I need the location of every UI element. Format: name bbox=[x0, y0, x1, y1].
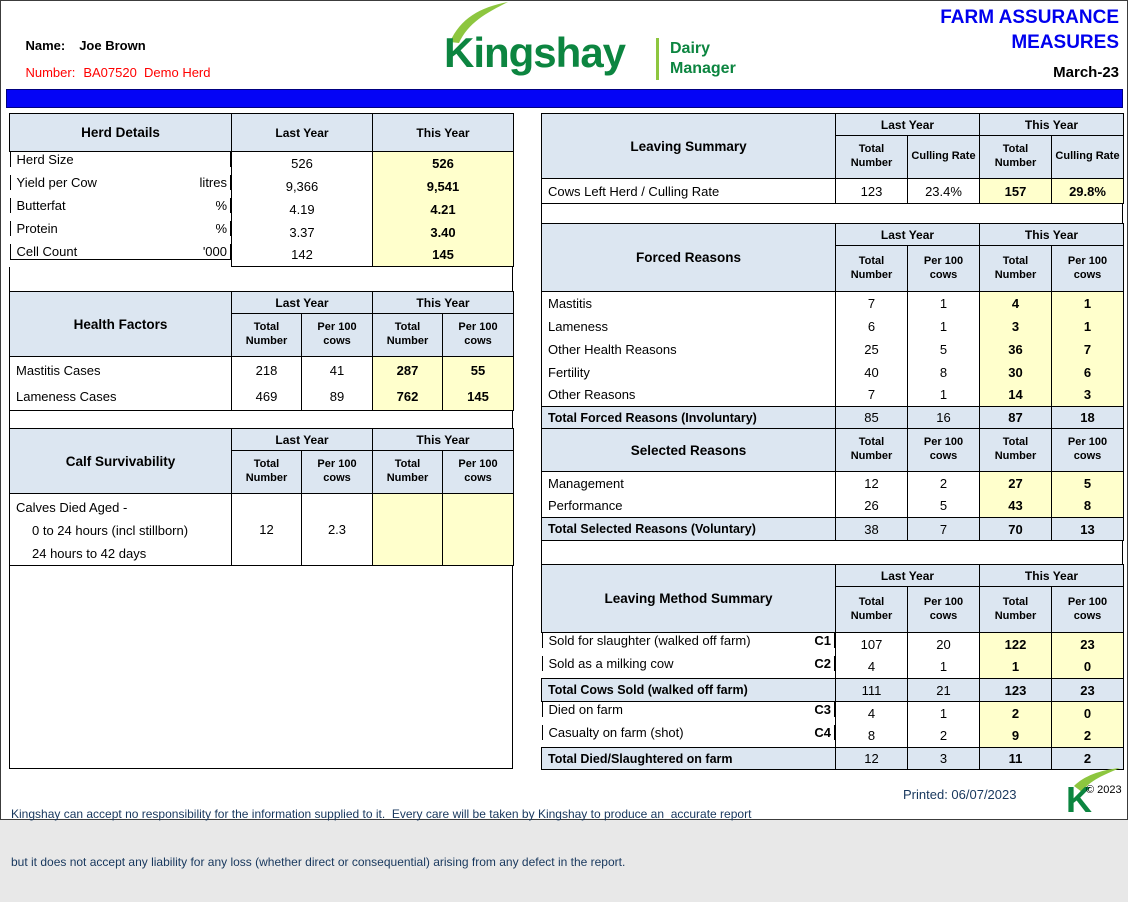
cell-ty-total: 1 bbox=[980, 656, 1052, 679]
cell-ly-per100: 2 bbox=[908, 725, 980, 748]
cell-ly-per100: 2 bbox=[908, 472, 980, 495]
cell-ty-per100: 6 bbox=[1052, 361, 1124, 384]
table-row bbox=[542, 292, 1124, 315]
col-last-year: Last Year bbox=[836, 114, 980, 136]
section-title: Leaving Method Summary bbox=[542, 565, 836, 633]
leaving-summary-table bbox=[541, 113, 1124, 204]
col-culling-rate: Culling Rate bbox=[1052, 136, 1124, 179]
col-this-year: This Year bbox=[980, 565, 1124, 587]
table-row bbox=[542, 179, 1124, 204]
cell-ly-total: 12 bbox=[232, 494, 302, 566]
row-label: Calves Died Aged - bbox=[16, 500, 128, 515]
cell-ly-per100: 3 bbox=[908, 748, 980, 770]
col-last-year: Last Year bbox=[836, 565, 980, 587]
row-label: 0 to 24 hours (incl stillborn) bbox=[32, 523, 189, 538]
table-row bbox=[10, 152, 514, 175]
col-last-year: Last Year bbox=[836, 224, 980, 246]
table-header-row bbox=[542, 114, 1124, 136]
cell-ty-total: 4 bbox=[980, 292, 1052, 315]
cell-ly-per100: 1 bbox=[908, 292, 980, 315]
table-row bbox=[10, 175, 514, 198]
cell-ty-total: 14 bbox=[980, 384, 1052, 407]
col-this-year: This Year bbox=[373, 114, 514, 152]
table-row bbox=[542, 633, 1124, 656]
cell-ly-total: 25 bbox=[836, 338, 908, 361]
cell-ly-per100: 2.3 bbox=[302, 494, 373, 566]
right-column-frame bbox=[541, 113, 1123, 770]
brand-product-line1: Dairy bbox=[670, 40, 711, 57]
number-label: Number: bbox=[25, 65, 76, 80]
brand-divider bbox=[656, 38, 659, 80]
cell-ly-per100: 1 bbox=[908, 315, 980, 338]
table-row bbox=[542, 725, 1124, 748]
cell-ly-per100: 1 bbox=[908, 384, 980, 407]
table-header-row bbox=[10, 114, 514, 152]
col-total-number: Total Number bbox=[980, 429, 1052, 472]
cell-ty-total: 122 bbox=[980, 633, 1052, 656]
cell-ty-total: 9 bbox=[980, 725, 1052, 748]
row-label: Mastitis bbox=[542, 292, 836, 315]
cell-ly-per100: 20 bbox=[908, 633, 980, 656]
cell-ty-total: 2 bbox=[980, 702, 1052, 725]
cell-last-year: 4.19 bbox=[232, 198, 373, 221]
row-label: Performance bbox=[542, 495, 836, 518]
row-code: C1 bbox=[814, 633, 831, 648]
cell-ty-per100: 55 bbox=[443, 357, 514, 384]
cell-ty-per100: 2 bbox=[1052, 725, 1124, 748]
cell-ty-per100: 1 bbox=[1052, 292, 1124, 315]
col-this-year: This Year bbox=[980, 114, 1124, 136]
col-per-100-cows: Per 100 cows bbox=[1052, 246, 1124, 292]
cell-ly-per100: 1 bbox=[908, 702, 980, 725]
cell-ty-rate: 29.8% bbox=[1052, 179, 1124, 204]
row-label: Management bbox=[542, 472, 836, 495]
cell-ty-total bbox=[373, 494, 443, 566]
cell-this-year: 9,541 bbox=[373, 175, 514, 198]
cell-ty-total: 762 bbox=[373, 384, 443, 411]
col-total-number: Total Number bbox=[836, 136, 908, 179]
cell-ty-per100: 145 bbox=[443, 384, 514, 411]
cell-ly-total: 4 bbox=[836, 702, 908, 725]
row-label: Other Health Reasons bbox=[542, 338, 836, 361]
printed-date: Printed: 06/07/2023 bbox=[903, 787, 1017, 802]
cell-ty-per100: 5 bbox=[1052, 472, 1124, 495]
table-row bbox=[542, 472, 1124, 495]
disclaimer-line1: Kingshay can accept no responsibility for the information supplied to it. Every care will be taken by Kingshay to produce an accurate report bbox=[11, 807, 752, 821]
col-per-100-cows: Per 100 cows bbox=[443, 451, 514, 494]
col-total-number: Total Number bbox=[980, 136, 1052, 179]
cell-ty-total: 27 bbox=[980, 472, 1052, 495]
table-header-row bbox=[542, 429, 1124, 472]
col-per-100-cows: Per 100 cows bbox=[1052, 429, 1124, 472]
total-label: Total Selected Reasons (Voluntary) bbox=[542, 518, 836, 541]
number-value: BA07520 Demo Herd bbox=[83, 65, 211, 80]
col-culling-rate: Culling Rate bbox=[908, 136, 980, 179]
table-row bbox=[10, 384, 514, 411]
cell-ty-per100: 2 bbox=[1052, 748, 1124, 770]
calf-survivability-table bbox=[9, 428, 514, 566]
table-row bbox=[10, 198, 514, 221]
table-total-row bbox=[542, 748, 1124, 770]
cell-ty-total: 70 bbox=[980, 518, 1052, 541]
row-unit: '000 bbox=[202, 243, 227, 259]
cell-ly-total: 469 bbox=[232, 384, 302, 411]
cell-ly-total: 12 bbox=[836, 748, 908, 770]
cell-ty-total: 123 bbox=[980, 679, 1052, 702]
cell-ly-total: 38 bbox=[836, 518, 908, 541]
col-this-year: This Year bbox=[980, 224, 1124, 246]
name-value: Joe Brown bbox=[79, 38, 146, 53]
cell-ty-per100: 3 bbox=[1052, 384, 1124, 407]
col-per-100-cows: Per 100 cows bbox=[1052, 587, 1124, 633]
table-row bbox=[10, 244, 514, 267]
row-label: Cows Left Herd / Culling Rate bbox=[542, 179, 836, 204]
cell-ly-total: 6 bbox=[836, 315, 908, 338]
row-label: Casualty on farm (shot) bbox=[548, 724, 684, 740]
row-label: Sold for slaughter (walked off farm) bbox=[548, 633, 751, 648]
cell-this-year: 145 bbox=[373, 244, 514, 267]
cell-ty-total: 287 bbox=[373, 357, 443, 384]
section-title: Forced Reasons bbox=[542, 224, 836, 292]
report-date: March-23 bbox=[1053, 64, 1119, 81]
row-code: C3 bbox=[814, 702, 831, 717]
cell-ty-total: 157 bbox=[980, 179, 1052, 204]
cell-ty-per100: 0 bbox=[1052, 656, 1124, 679]
col-last-year: Last Year bbox=[232, 114, 373, 152]
row-label: Other Reasons bbox=[542, 384, 836, 407]
forced-selected-reasons-table bbox=[541, 223, 1124, 541]
cell-ty-total: 43 bbox=[980, 495, 1052, 518]
cell-ly-per100: 1 bbox=[908, 656, 980, 679]
row-label: Died on farm bbox=[548, 702, 623, 717]
row-unit: % bbox=[215, 197, 227, 213]
col-per-100-cows: Per 100 cows bbox=[908, 587, 980, 633]
brand-product-name bbox=[670, 39, 736, 79]
col-per-100-cows: Per 100 cows bbox=[908, 429, 980, 472]
row-label: 24 hours to 42 days bbox=[32, 546, 147, 561]
cell-ly-rate: 23.4% bbox=[908, 179, 980, 204]
cell-ly-total: 111 bbox=[836, 679, 908, 702]
table-row bbox=[542, 702, 1124, 725]
row-code: C2 bbox=[814, 655, 831, 671]
table-row bbox=[542, 656, 1124, 679]
cell-ty-per100 bbox=[443, 494, 514, 566]
report-title-line2: MEASURES bbox=[1011, 32, 1119, 53]
row-unit: % bbox=[215, 220, 227, 236]
cell-ly-total: 26 bbox=[836, 495, 908, 518]
table-total-row bbox=[542, 407, 1124, 429]
cell-ly-total: 123 bbox=[836, 179, 908, 204]
cell-ly-per100: 89 bbox=[302, 384, 373, 411]
row-label: Herd Size bbox=[16, 152, 74, 167]
cell-ly-per100: 41 bbox=[302, 357, 373, 384]
row-label: Lameness Cases bbox=[10, 384, 232, 411]
col-total-number: Total Number bbox=[980, 246, 1052, 292]
col-this-year: This Year bbox=[373, 429, 514, 451]
row-unit: litres bbox=[199, 174, 227, 190]
cell-ty-per100: 23 bbox=[1052, 633, 1124, 656]
table-header-row bbox=[10, 429, 514, 451]
cell-ly-total: 85 bbox=[836, 407, 908, 429]
cell-this-year: 526 bbox=[373, 152, 514, 175]
cell-ly-per100: 5 bbox=[908, 338, 980, 361]
table-header-row bbox=[542, 565, 1124, 587]
total-label: Total Forced Reasons (Involuntary) bbox=[542, 407, 836, 429]
col-total-number: Total Number bbox=[836, 429, 908, 472]
cell-ty-total: 36 bbox=[980, 338, 1052, 361]
svg-text:K: K bbox=[1066, 779, 1092, 820]
table-row bbox=[542, 384, 1124, 407]
col-last-year: Last Year bbox=[232, 429, 373, 451]
divider-bar bbox=[6, 89, 1123, 108]
kingshay-k-logo bbox=[1064, 768, 1126, 818]
cell-last-year: 526 bbox=[232, 152, 373, 175]
col-total-number: Total Number bbox=[836, 246, 908, 292]
report-title-block bbox=[940, 5, 1119, 81]
cell-ty-total: 3 bbox=[980, 315, 1052, 338]
cell-ty-total: 30 bbox=[980, 361, 1052, 384]
col-per-100-cows: Per 100 cows bbox=[443, 314, 514, 357]
table-total-row bbox=[542, 518, 1124, 541]
table-total-row bbox=[542, 679, 1124, 702]
table-row bbox=[10, 221, 514, 244]
cell-ly-per100: 8 bbox=[908, 361, 980, 384]
row-label: Protein bbox=[16, 220, 58, 236]
table-row bbox=[542, 495, 1124, 518]
section-title: Calf Survivability bbox=[10, 429, 232, 494]
col-total-number: Total Number bbox=[373, 451, 443, 494]
cell-last-year: 3.37 bbox=[232, 221, 373, 244]
total-label: Total Cows Sold (walked off farm) bbox=[542, 679, 836, 702]
table-row bbox=[10, 494, 514, 566]
cell-ly-per100: 16 bbox=[908, 407, 980, 429]
cell-ly-total: 7 bbox=[836, 292, 908, 315]
cell-ty-total: 11 bbox=[980, 748, 1052, 770]
cell-ly-total: 8 bbox=[836, 725, 908, 748]
copyright-text: © 2023 bbox=[1086, 784, 1122, 796]
col-per-100-cows: Per 100 cows bbox=[908, 246, 980, 292]
cell-ly-per100: 7 bbox=[908, 518, 980, 541]
cell-ly-per100: 21 bbox=[908, 679, 980, 702]
disclaimer-text bbox=[11, 774, 751, 902]
cell-last-year: 9,366 bbox=[232, 175, 373, 198]
row-label: Sold as a milking cow bbox=[548, 655, 674, 671]
leaving-method-summary-table bbox=[541, 564, 1124, 770]
row-label: Mastitis Cases bbox=[10, 357, 232, 384]
col-total-number: Total Number bbox=[836, 587, 908, 633]
col-per-100-cows: Per 100 cows bbox=[302, 451, 373, 494]
health-factors-table bbox=[9, 291, 514, 411]
brand-logo bbox=[444, 7, 744, 87]
cell-ly-total: 12 bbox=[836, 472, 908, 495]
cell-ly-total: 107 bbox=[836, 633, 908, 656]
col-total-number: Total Number bbox=[373, 314, 443, 357]
row-label: Butterfat bbox=[16, 197, 66, 213]
table-row bbox=[542, 338, 1124, 361]
table-row bbox=[542, 361, 1124, 384]
total-label: Total Died/Slaughtered on farm bbox=[542, 748, 836, 770]
col-last-year: Last Year bbox=[232, 292, 373, 314]
cell-ty-per100: 13 bbox=[1052, 518, 1124, 541]
row-label: Cell Count bbox=[16, 243, 78, 259]
cell-this-year: 3.40 bbox=[373, 221, 514, 244]
col-total-number: Total Number bbox=[232, 451, 302, 494]
herd-details-table bbox=[9, 113, 514, 267]
report-title-line1: FARM ASSURANCE bbox=[940, 7, 1119, 28]
row-label: Yield per Cow bbox=[16, 174, 97, 190]
cell-ly-total: 40 bbox=[836, 361, 908, 384]
cell-ty-per100: 1 bbox=[1052, 315, 1124, 338]
row-label: Fertility bbox=[542, 361, 836, 384]
cell-ly-per100: 5 bbox=[908, 495, 980, 518]
section-title: Selected Reasons bbox=[542, 429, 836, 472]
cell-ty-per100: 7 bbox=[1052, 338, 1124, 361]
section-title: Health Factors bbox=[10, 292, 232, 357]
disclaimer-line2: but it does not accept any liability for any loss (whether direct or consequential) arising from any defect in the report. bbox=[11, 855, 626, 869]
row-code: C4 bbox=[814, 724, 831, 740]
cell-this-year: 4.21 bbox=[373, 198, 514, 221]
brand-wordmark: Kingshay bbox=[444, 29, 626, 76]
col-total-number: Total Number bbox=[980, 587, 1052, 633]
cell-last-year: 142 bbox=[232, 244, 373, 267]
table-header-row bbox=[10, 292, 514, 314]
cell-ly-total: 4 bbox=[836, 656, 908, 679]
cell-ty-per100: 8 bbox=[1052, 495, 1124, 518]
table-row bbox=[10, 357, 514, 384]
cell-ly-total: 218 bbox=[232, 357, 302, 384]
row-label: Lameness bbox=[542, 315, 836, 338]
cell-ty-per100: 0 bbox=[1052, 702, 1124, 725]
cell-ty-per100: 18 bbox=[1052, 407, 1124, 429]
cell-ty-total: 87 bbox=[980, 407, 1052, 429]
table-row bbox=[542, 315, 1124, 338]
brand-product-line2: Manager bbox=[670, 60, 736, 77]
left-column-frame bbox=[9, 113, 513, 769]
col-this-year: This Year bbox=[373, 292, 514, 314]
name-label: Name: bbox=[25, 38, 66, 53]
cell-ty-per100: 23 bbox=[1052, 679, 1124, 702]
col-per-100-cows: Per 100 cows bbox=[302, 314, 373, 357]
cell-ly-total: 7 bbox=[836, 384, 908, 407]
col-total-number: Total Number bbox=[232, 314, 302, 357]
section-title: Herd Details bbox=[10, 114, 232, 152]
section-title: Leaving Summary bbox=[542, 114, 836, 179]
table-header-row bbox=[542, 224, 1124, 246]
